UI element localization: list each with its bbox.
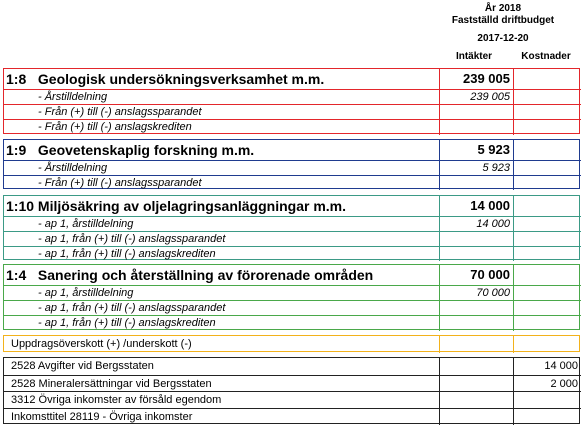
row-income bbox=[439, 301, 513, 315]
surplus-box bbox=[3, 335, 580, 352]
title-income bbox=[439, 409, 513, 425]
section-1-10 bbox=[3, 195, 580, 260]
income-titles-box bbox=[3, 357, 580, 424]
section-title-row bbox=[4, 69, 581, 89]
section-cost bbox=[513, 69, 581, 89]
row-income bbox=[439, 232, 513, 246]
row-income bbox=[439, 247, 513, 261]
row-label: - ap 1, från (+) till (-) anslagssparandet bbox=[38, 233, 226, 245]
table-row bbox=[4, 315, 581, 331]
row-label: - Årstilldelning bbox=[38, 162, 108, 174]
section-cost bbox=[513, 140, 581, 160]
section-title: 1:9 Geovetenskaplig forskning m.m. bbox=[6, 142, 255, 158]
title-cost bbox=[513, 409, 581, 425]
row-label: - Från (+) till (-) anslagssparandet bbox=[38, 106, 202, 118]
row-cost bbox=[513, 90, 581, 104]
table-row bbox=[4, 104, 581, 119]
row-income bbox=[439, 176, 513, 190]
section-cost bbox=[513, 265, 581, 285]
row-cost bbox=[513, 301, 581, 315]
row-income: 5 923 bbox=[439, 161, 513, 175]
table-row bbox=[4, 375, 581, 391]
section-income: 14 000 bbox=[439, 196, 513, 216]
title-label: 2528 Mineralersättningar vid Bergsstaten bbox=[11, 378, 212, 390]
row-cost bbox=[513, 105, 581, 119]
title-label: 2528 Avgifter vid Bergsstaten bbox=[11, 360, 154, 372]
table-row bbox=[4, 119, 581, 135]
table-row bbox=[4, 408, 581, 425]
header-budget: Fastställd driftbudget bbox=[451, 15, 555, 26]
row-income: 14 000 bbox=[439, 217, 513, 231]
title-label: Inkomsttitel 28119 - Övriga inkomster bbox=[11, 411, 193, 423]
row-income bbox=[439, 120, 513, 135]
row-label: - ap 1, årstilldelning bbox=[38, 287, 134, 299]
section-income: 5 923 bbox=[439, 140, 513, 160]
section-title-row bbox=[4, 265, 581, 285]
header-year: År 2018 bbox=[484, 3, 522, 14]
row-label: - ap 1, årstilldelning bbox=[38, 218, 134, 230]
section-income: 239 005 bbox=[439, 69, 513, 89]
title-income bbox=[439, 358, 513, 375]
surplus-income bbox=[439, 336, 513, 353]
row-label: - Från (+) till (-) anslagskrediten bbox=[38, 121, 192, 133]
table-row bbox=[4, 89, 581, 104]
table-row bbox=[4, 216, 581, 231]
header-date: 2017-12-20 bbox=[477, 33, 529, 44]
header-costs: Kostnader bbox=[521, 51, 571, 62]
table-row bbox=[4, 160, 581, 175]
row-income: 70 000 bbox=[439, 286, 513, 300]
row-income bbox=[439, 316, 513, 331]
row-cost bbox=[513, 217, 581, 231]
row-cost bbox=[513, 247, 581, 261]
table-row bbox=[4, 300, 581, 315]
section-title: 1:10 Miljösäkring av oljelagringsanläggningar m.m. bbox=[6, 198, 346, 214]
surplus-label: Uppdragsöverskott (+) /underskott (-) bbox=[11, 338, 192, 350]
surplus-cost bbox=[513, 336, 581, 353]
row-cost bbox=[513, 286, 581, 300]
title-cost: 2 000 bbox=[513, 376, 581, 391]
table-row bbox=[4, 246, 581, 261]
section-title: 1:4 Sanering och återställning av förorenade områden bbox=[6, 267, 374, 283]
section-1-8 bbox=[3, 68, 580, 134]
section-title: 1:8 Geologisk undersökningsverksamhet m.m. bbox=[6, 71, 325, 87]
row-label: - ap 1, från (+) till (-) anslagskrediten bbox=[38, 317, 216, 329]
row-cost bbox=[513, 316, 581, 331]
section-cost bbox=[513, 196, 581, 216]
section-title-row bbox=[4, 140, 581, 160]
section-title-row bbox=[4, 196, 581, 216]
table-row bbox=[4, 175, 581, 190]
row-cost bbox=[513, 232, 581, 246]
table-row bbox=[4, 231, 581, 246]
row-income bbox=[439, 105, 513, 119]
row-label: - ap 1, från (+) till (-) anslagskrediten bbox=[38, 248, 216, 260]
title-cost bbox=[513, 392, 581, 408]
row-cost bbox=[513, 176, 581, 190]
row-label: - Från (+) till (-) anslagssparandet bbox=[38, 177, 202, 189]
title-cost: 14 000 bbox=[513, 358, 581, 375]
table-row bbox=[4, 358, 581, 375]
row-cost bbox=[513, 120, 581, 135]
title-income bbox=[439, 376, 513, 391]
header-income: Intäkter bbox=[455, 51, 493, 62]
title-income bbox=[439, 392, 513, 408]
table-row bbox=[4, 285, 581, 300]
section-income: 70 000 bbox=[439, 265, 513, 285]
title-label: 3312 Övriga inkomster av försåld egendom bbox=[11, 394, 222, 406]
row-income: 239 005 bbox=[439, 90, 513, 104]
table-row bbox=[4, 391, 581, 408]
section-1-9 bbox=[3, 139, 580, 189]
table-row bbox=[4, 336, 581, 353]
row-label: - ap 1, från (+) till (-) anslagssparandet bbox=[38, 302, 226, 314]
row-cost bbox=[513, 161, 581, 175]
section-1-4 bbox=[3, 264, 580, 330]
row-label: - Årstilldelning bbox=[38, 91, 108, 103]
